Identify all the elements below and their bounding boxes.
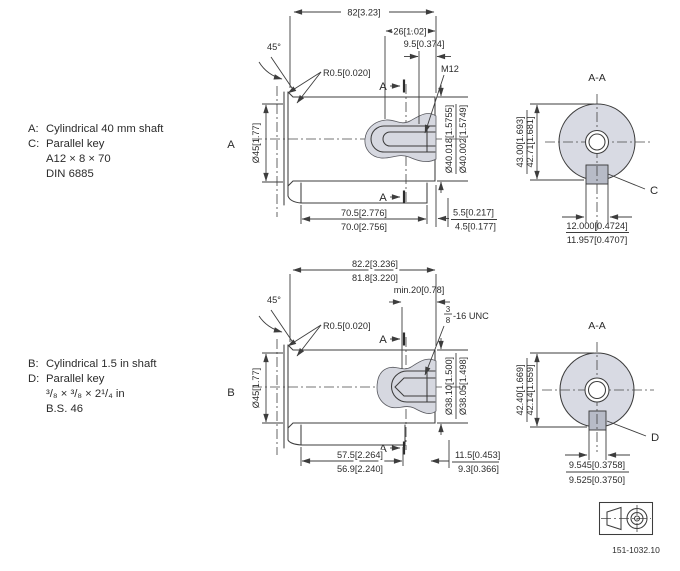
dim-len-min: 70.0[2.756] <box>341 222 387 232</box>
extension-lines <box>436 185 448 227</box>
flange-ledge-outline <box>301 183 427 203</box>
key-reference-label: D <box>651 432 660 444</box>
section-height-max: 42.40[1.669] <box>515 364 525 416</box>
section-height-min: 42.71[1.681] <box>525 116 535 168</box>
section-height-max: 43.00[1.693] <box>515 116 525 168</box>
top-section-view <box>515 72 658 245</box>
leader-line <box>288 325 321 346</box>
dim-overall-length: 82[3.23] <box>347 7 381 18</box>
legend-text: A12 × 8 × 70 <box>46 153 111 165</box>
legend-bottom <box>28 358 157 415</box>
extension-lines <box>262 353 283 423</box>
key-reference-label: C <box>650 185 659 197</box>
section-mark-label: A <box>379 443 387 455</box>
legend-text: DIN 6885 <box>46 168 94 180</box>
keywidth-max: 12.000[0.4724] <box>566 221 628 231</box>
dia-shaft-min: Ø40.002[1.5749] <box>458 104 468 174</box>
chamfer-angle: 45° <box>267 42 281 52</box>
section-mark-label: A <box>379 192 387 204</box>
legend-text: Parallel key <box>46 138 105 150</box>
chamfer-reference-line <box>271 57 294 91</box>
section-title: A-A <box>588 72 606 84</box>
flange-ledge-outline <box>301 425 405 445</box>
fillet-radius: R0.5[0.020] <box>323 68 371 78</box>
section-mark-label: A <box>379 334 387 346</box>
legend-text: Parallel key <box>46 373 105 385</box>
fillet-curve <box>288 196 301 203</box>
dia-shaft-min: Ø38.05[1.498] <box>458 356 468 416</box>
section-height-min: 42.14[1.659] <box>525 364 535 416</box>
keywidth-min: 11.957[0.4707] <box>566 235 628 245</box>
dia-shaft-max: Ø38.10[1.500] <box>444 356 454 416</box>
dia-pilot: Ø45[1.77] <box>251 367 261 409</box>
legend-key: D: <box>28 373 40 385</box>
fillet-radius: R0.5[0.020] <box>323 321 371 331</box>
legend-text: Cylindrical 40 mm shaft <box>46 123 164 135</box>
legend-text: Cylindrical 1.5 in shaft <box>46 358 157 370</box>
footer <box>600 503 661 556</box>
dim-len-max: 57.5[2.264] <box>337 450 383 460</box>
chamfer-arc-arrow <box>259 316 282 332</box>
leader-line <box>607 421 646 436</box>
legend-key: A: <box>28 123 39 135</box>
thread-fraction-denominator: 8 <box>445 316 451 325</box>
dia-shaft-max: Ø40.018[1.5755] <box>444 104 454 174</box>
keyway-cross-section <box>589 411 606 430</box>
dim-step-max: 5.5[0.217] <box>453 207 494 218</box>
leader-line <box>608 174 645 189</box>
dim-overall-max: 82.2[3.236] <box>352 259 398 269</box>
legend-top <box>28 123 164 180</box>
legend-text: ³/₈ × ³/₈ × 2¹/₄ in <box>46 388 125 400</box>
legend-key: C: <box>28 138 40 150</box>
fillet-curve <box>288 440 301 445</box>
dim-step-min: 9.3[0.366] <box>458 464 499 474</box>
dia-pilot: Ø45[1.77] <box>251 122 261 164</box>
dim-len-min: 56.9[2.240] <box>337 464 383 474</box>
dim-step-min: 4.5[0.177] <box>455 221 496 232</box>
thread-callout: -16 UNC <box>453 311 489 321</box>
section-mark-label: A <box>379 81 387 93</box>
broken-out-section <box>365 113 436 161</box>
leader-line <box>297 325 321 356</box>
document-number: 151-1032.10 <box>612 545 660 555</box>
dim-thread-depth: min.20[0.78] <box>393 285 445 295</box>
chamfer-angle: 45° <box>267 295 281 305</box>
legend-text: B.S. 46 <box>46 403 84 415</box>
chamfer-reference-line <box>271 310 294 344</box>
bottom-shaft-view <box>227 259 500 474</box>
leader-line <box>297 72 321 103</box>
extension-lines <box>589 430 606 460</box>
top-shaft-view <box>227 8 497 233</box>
dim-len-max: 70.5[2.776] <box>341 208 387 218</box>
keywidth-min: 9.525[0.3750] <box>568 475 626 485</box>
leader-line <box>288 72 321 93</box>
legend-key: B: <box>28 358 39 370</box>
keywidth-max: 9.545[0.3758] <box>568 460 626 470</box>
dim-overall-min: 81.8[3.220] <box>352 273 398 283</box>
section-title: A-A <box>588 320 606 332</box>
shaft-version-label: A <box>227 139 235 151</box>
dim-step-max: 11.5[0.453] <box>455 450 501 460</box>
extension-lines <box>262 104 283 182</box>
dim-keyway-length: 26[1.02] <box>393 26 427 37</box>
chamfer-arc-arrow <box>259 62 282 79</box>
thread-fraction-numerator: 3 <box>445 305 451 314</box>
shaft-version-label: B <box>227 387 235 399</box>
dim-key-end: 9.5[0.374] <box>403 39 445 49</box>
bottom-section-view <box>515 320 659 485</box>
thread-callout: M12 <box>441 64 459 74</box>
